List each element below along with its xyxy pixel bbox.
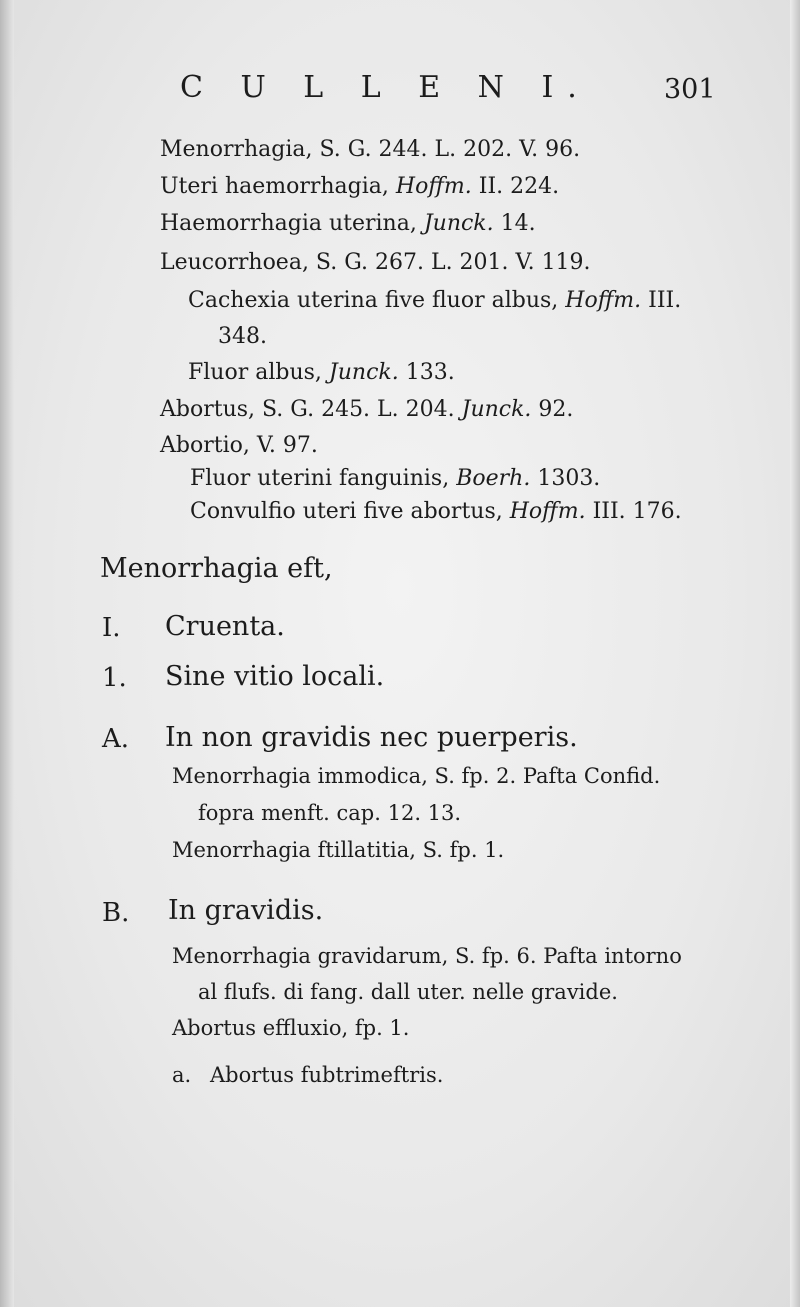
synonym-ref: III. [641,288,682,313]
author-citation: Junck. [328,360,399,385]
synonym-line: Abortio, V. 97. [160,433,318,458]
entry-line: Abortus effluxio, fp. 1. [172,1016,410,1040]
section-heading: In gravidis. [168,895,324,926]
synonym-ref: 1303. [530,466,601,491]
section-marker: B. [102,898,130,928]
synonym-text: Convulfio uteri five abortus, [190,499,510,524]
synonym-line [160,397,573,422]
synonym-line [188,288,681,313]
section-marker: A. [102,724,130,754]
synonym-text: Uteri haemorrhagia, [160,174,396,199]
synonym-continuation: 348. [218,324,267,349]
synonym-ref: III. 176. [585,499,682,524]
synonym-line: Menorrhagia, S. G. 244. L. 202. V. 96. [160,137,581,162]
entry-continuation: al flufs. di fang. dall uter. nelle gravide. [198,980,618,1004]
author-citation: Hoffm. [509,499,586,524]
synonym-line: Leucorrhoea, S. G. 267. L. 201. V. 119. [160,250,591,275]
synonym-ref: 92. [531,397,574,422]
page-number: 301 [664,74,716,105]
running-head: C U L L E N I. [180,70,591,105]
synonym-line [188,360,455,385]
entry-continuation: fopra menft. cap. 12. 13. [198,801,462,825]
entry-line: Menorrhagia ftillatitia, S. fp. 1. [172,838,505,862]
synonym-text: Fluor albus, [188,360,329,385]
synonym-ref: II. 224. [471,174,560,199]
author-citation: Junck. [423,211,494,236]
page-left-edge [0,0,14,1307]
synonym-ref: 14. [493,211,536,236]
page-right-edge [790,0,800,1307]
entry-line: Abortus fubtrimeftris. [210,1063,444,1087]
author-citation: Hoffm. [395,174,472,199]
subsection-marker: a. [172,1063,192,1087]
entry-line: Menorrhagia gravidarum, S. fp. 6. Pafta intorno [172,944,682,968]
section-marker: I. [102,613,121,643]
synonym-line [190,466,600,491]
section-marker: 1. [102,663,127,693]
synonym-ref: 133. [398,360,455,385]
author-citation: Junck. [461,397,532,422]
synonym-text: Abortus, S. G. 245. L. 204. [160,397,462,422]
section-heading: Sine vitio locali. [165,661,385,692]
entry-line: Menorrhagia immodica, S. fp. 2. Pafta Confid. [172,764,661,788]
synonym-line [160,174,559,199]
synonym-text: Haemorrhagia uterina, [160,211,424,236]
synonym-line [190,499,682,524]
author-citation: Hoffm. [565,288,642,313]
synonym-text: Cachexia uterina five fluor albus, [188,288,566,313]
synonym-text: Fluor uterini fanguinis, [190,466,457,491]
section-heading: Cruenta. [165,611,285,642]
definition-heading: Menorrhagia eft, [100,553,333,584]
synonym-line [160,211,536,236]
author-citation: Boerh. [456,466,531,491]
section-heading: In non gravidis nec puerperis. [165,722,578,753]
